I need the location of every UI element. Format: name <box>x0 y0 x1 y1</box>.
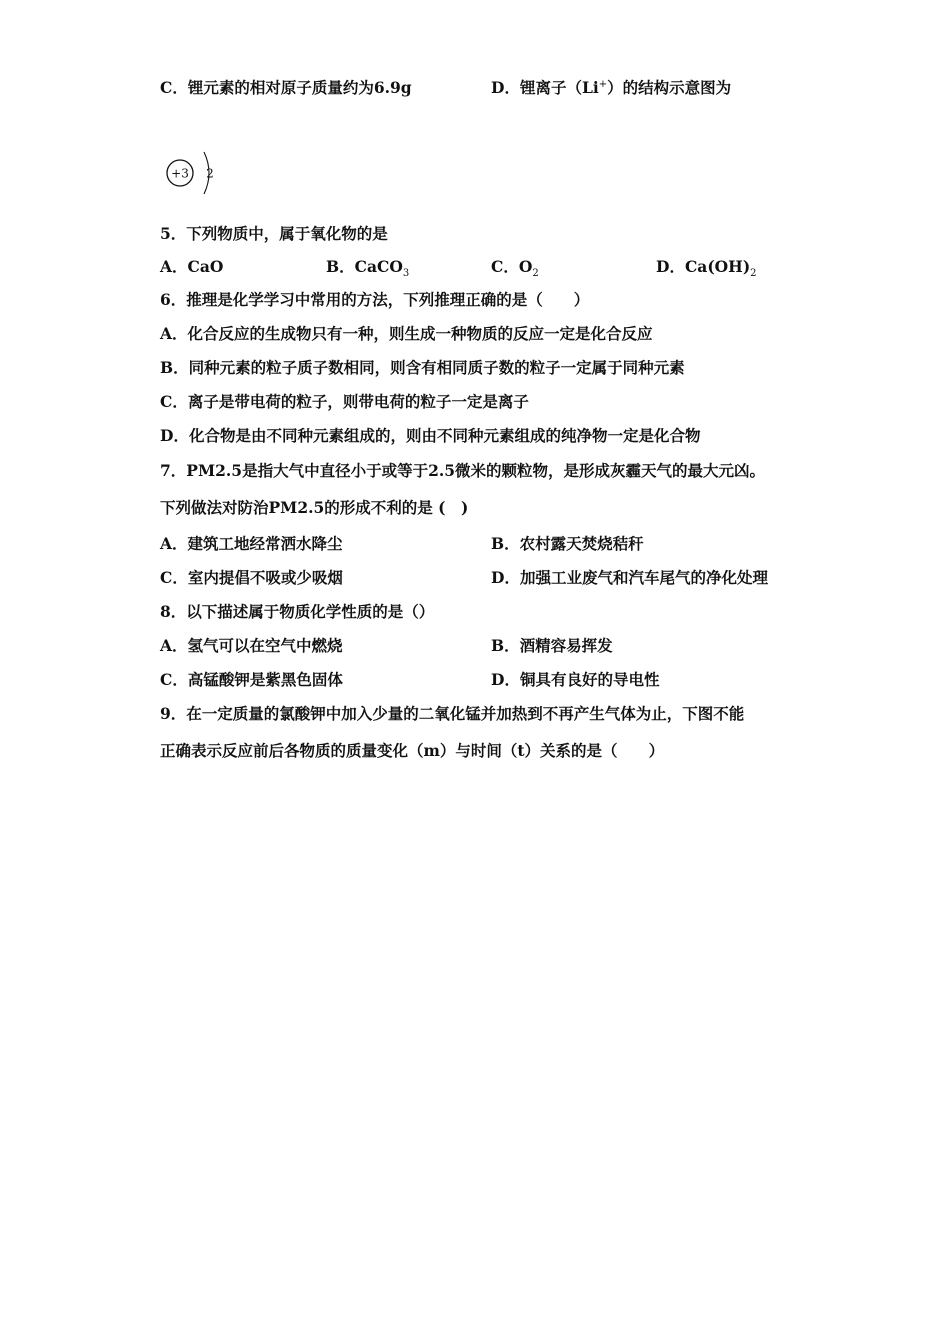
q6-option-b: B．同种元素的粒子质子数相同，则含有相同质子数的粒子一定属于同种元素 <box>160 358 685 377</box>
q5-option-b: B．CaCO$_3$ <box>326 257 410 280</box>
q4-option-d-text-before: 锂离子（Li <box>519 78 599 97</box>
q7-stem-line1: 7．PM2.5是指大气中直径小于或等于2.5微米的颗粒物，是形成灰霾天气的最大元凶。 <box>160 461 766 480</box>
q6-option-c: C．离子是带电荷的粒子，则带电荷的粒子一定是离子 <box>160 392 529 411</box>
q8-stem: 8．以下描述属于物质化学性质的是（） <box>160 602 435 621</box>
q9-stem-line2: 正确表示反应前后各物质的质量变化（m）与时间（t）关系的是（ ） <box>160 741 665 760</box>
q7-stem-line2: 下列做法对防治PM2.5的形成不利的是 ( ) <box>160 498 469 517</box>
q7-option-b: B．农村露天焚烧秸秆 <box>491 534 644 553</box>
q5-option-d: D．$Ca(OH)_2$ <box>656 257 757 280</box>
q7-option-c: C．室内提倡不吸或少吸烟 <box>160 568 343 587</box>
q4-option-c-text: 锂元素的相对原子质量约为6.9g <box>187 78 412 97</box>
q7-option-a: A．建筑工地经常洒水降尘 <box>160 534 343 553</box>
q5-option-a: A．CaO <box>160 257 224 276</box>
q4-option-d-text-after: ）的结构示意图为 <box>607 78 732 97</box>
q8-option-a: A．氢气可以在空气中燃烧 <box>160 636 343 655</box>
q4-option-d-superscript: + <box>598 78 608 90</box>
q5-stem: 5．下列物质中，属于氧化物的是 <box>160 224 388 243</box>
nucleus-charge: +3 <box>171 166 189 181</box>
lithium-ion-diagram <box>158 147 228 199</box>
q8-option-d: D．铜具有良好的导电性 <box>491 670 660 689</box>
q4-option-c <box>160 78 412 98</box>
q7-option-d: D．加强工业废气和汽车尾气的净化处理 <box>491 568 768 587</box>
q4-option-c-label: C． <box>160 78 188 97</box>
q6-option-d: D．化合物是由不同种元素组成的，则由不同种元素组成的纯净物一定是化合物 <box>160 426 701 445</box>
q8-option-c: C．高锰酸钾是紫黑色固体 <box>160 670 343 689</box>
q4-option-d-label: D． <box>491 78 520 97</box>
q6-option-a: A．化合反应的生成物只有一种，则生成一种物质的反应一定是化合反应 <box>160 324 653 343</box>
q5-option-c: C．$O_2$ <box>491 257 539 280</box>
shell-electrons: 2 <box>206 166 214 181</box>
atom-structure-icon <box>158 147 228 199</box>
q4-option-d <box>491 78 731 98</box>
q6-stem: 6．推理是化学学习中常用的方法，下列推理正确的是（ ） <box>160 290 590 309</box>
q8-option-b: B．酒精容易挥发 <box>491 636 613 655</box>
q9-stem-line1: 9．在一定质量的氯酸钾中加入少量的二氧化锰并加热到不再产生气体为止，下图不能 <box>160 704 745 723</box>
